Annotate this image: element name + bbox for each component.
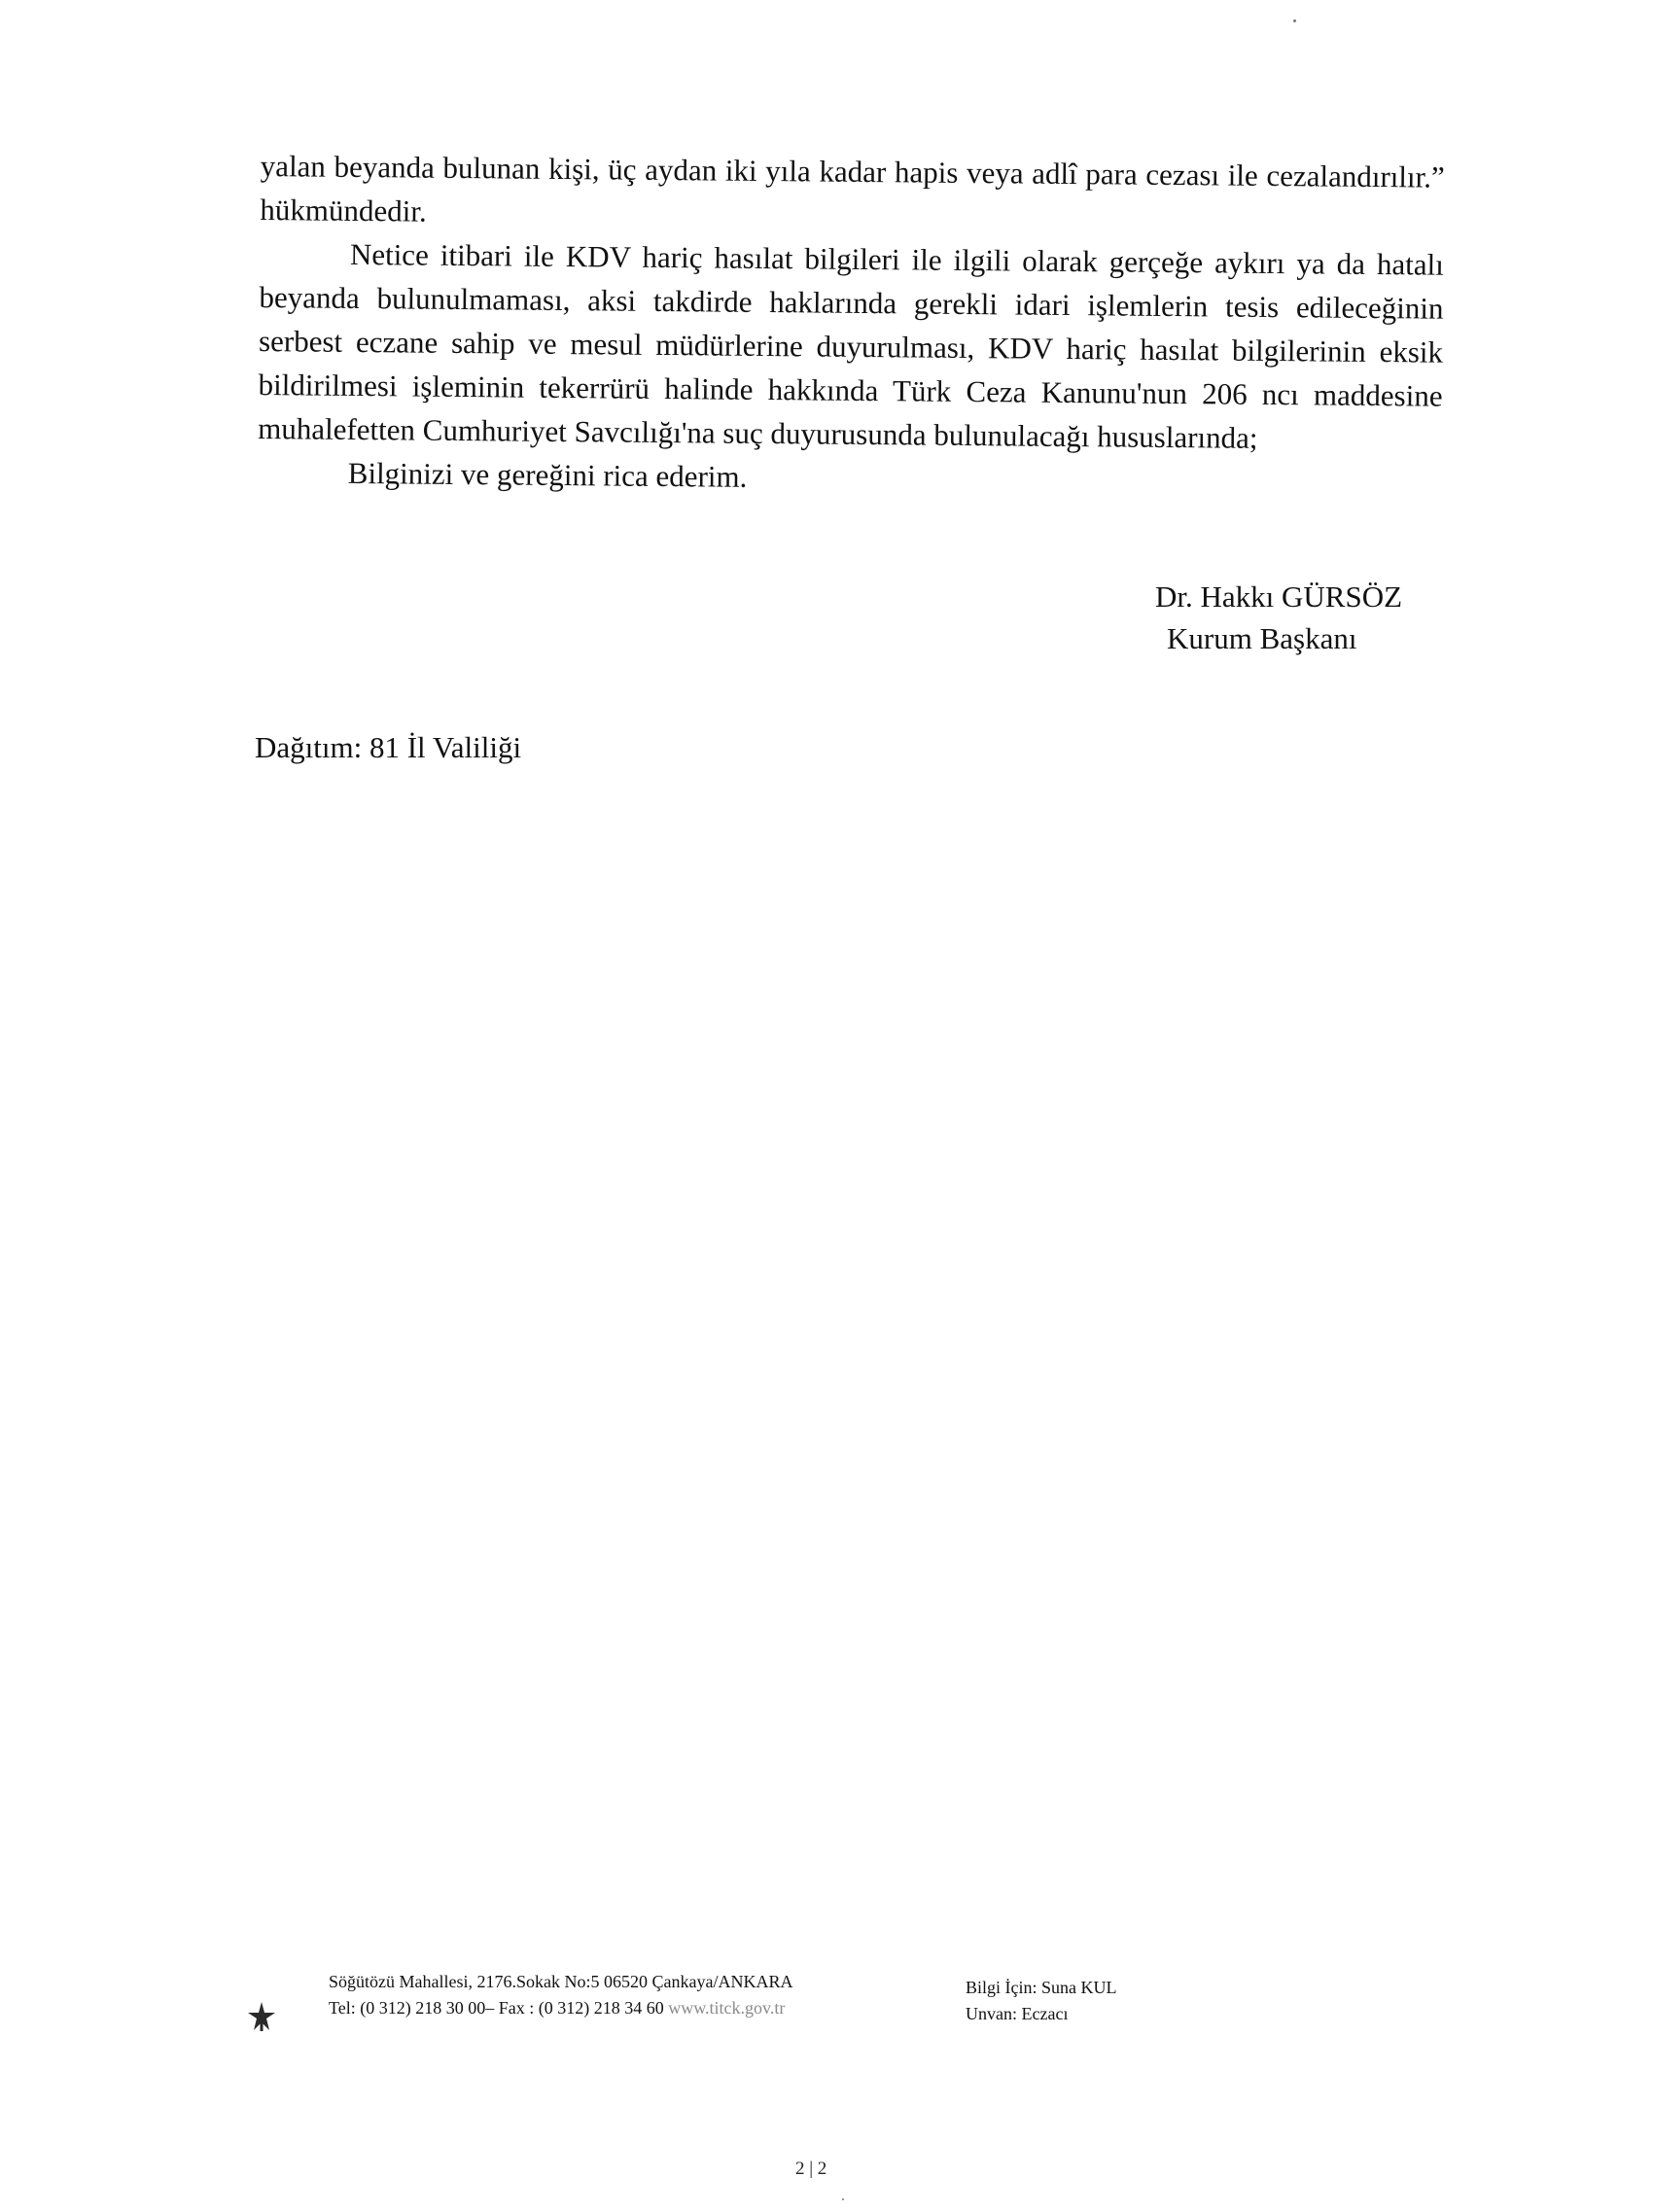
footer-website: www.titck.gov.tr [668, 1998, 786, 2018]
footer-contact [329, 1969, 792, 2021]
footer-info-title: Unvan: Eczacı [966, 2004, 1069, 2023]
footer-info-contact: Bilgi İçin: Suna KUL [966, 1978, 1117, 1997]
page-number: 2 | 2 [795, 2159, 827, 2179]
footer-address: Söğütözü Mahallesi, 2176.Sokak No:5 06520 Çankaya/ANKARA [329, 1972, 793, 1991]
agency-emblem-icon [245, 2000, 278, 2033]
distribution-line: Dağıtım: 81 İl Valiliği [255, 730, 522, 764]
body-paragraph-2: Netice itibari ile KDV hariç hasılat bilgileri ile ilgili olarak gerçeğe aykırı ya da hatalı beyanda bulunulmaması, aksi takdirde haklarında gerekli idari işlemlerin tesis edileceğinin serbest eczane sahip ve mesul müdürlerine duyurulması, KDV hariç hasılat bilgilerinin eksik bildirilmesi işleminin tekerrürü halinde hakkında Türk Ceza Kanunu'nun 206 ncı maddesine muhalefetten Cumhuriyet Savcılığı'na suç duyurusunda bulunulacağı hususlarında; [258, 236, 1445, 455]
scan-speck [1293, 19, 1296, 22]
footer-phone-fax: Tel: (0 312) 218 30 00– Fax : (0 312) 218 34 60 [329, 1998, 664, 2018]
body-paragraph-1: yalan beyanda bulunan kişi, üç aydan iki yıla kadar hapis veya adlî para cezası ile cezalandırılır.” hükmündedir. [260, 148, 1445, 228]
footer-phone-line [329, 1995, 792, 2021]
signatory-name: Dr. Hakkı GÜRSÖZ [1155, 579, 1403, 614]
footer-info [966, 1975, 1117, 2027]
letter-body [258, 144, 1445, 506]
body-paragraph-3: Bilginizi ve gereğini rica ederim. [347, 455, 748, 494]
scan-speck [842, 2198, 844, 2200]
signature-block [1155, 576, 1402, 659]
signatory-title: Kurum Başkanı [1167, 621, 1357, 655]
